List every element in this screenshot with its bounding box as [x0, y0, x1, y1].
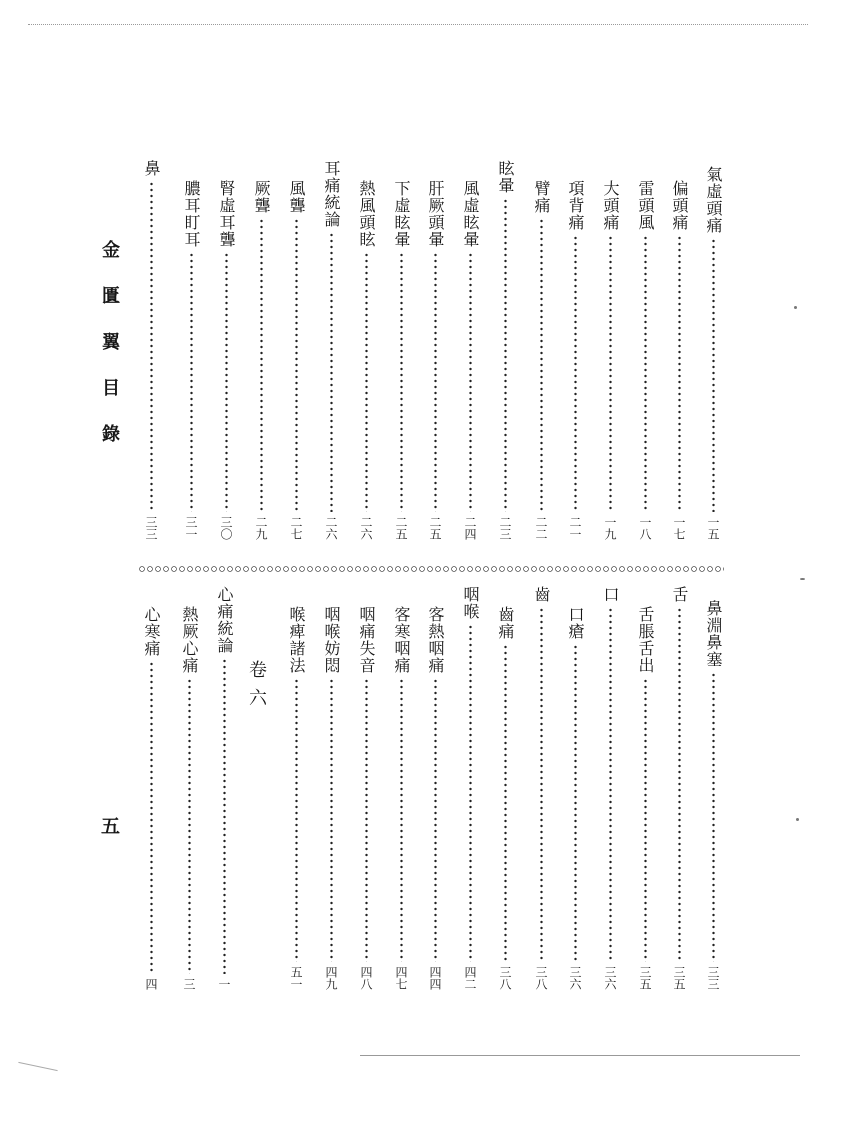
section-divider [138, 565, 724, 573]
dot-leader [574, 235, 577, 512]
toc-entry [285, 180, 307, 540]
dot-leader [644, 235, 647, 512]
entry-title: 咽喉 [461, 586, 480, 620]
dot-leader [330, 232, 333, 512]
entry-title: 喉痺諸法 [287, 606, 306, 674]
toc-entry [702, 600, 724, 990]
dot-leader [365, 678, 368, 962]
entry-page: 二九 [254, 516, 268, 540]
toc-entry [140, 160, 162, 540]
entry-page: 三八 [498, 966, 512, 990]
entry-title: 熱厥心痛 [180, 606, 199, 674]
dot-leader [678, 235, 681, 512]
running-title: 金匱翼目錄 [99, 240, 120, 470]
dot-leader [434, 678, 437, 962]
entry-page: 一九 [603, 516, 617, 540]
toc-entry [140, 606, 162, 990]
volume-heading: 卷六 [246, 660, 267, 716]
toc-entry [178, 606, 200, 990]
dot-leader [712, 672, 715, 962]
entry-page: 二一 [568, 516, 582, 540]
toc-entry [634, 606, 656, 990]
entry-page: 二五 [394, 516, 408, 540]
scan-speck [794, 306, 797, 309]
entry-page: 二五 [428, 516, 442, 540]
entry-title: 舌 [670, 586, 689, 603]
entry-title: 耳痛統論 [322, 160, 341, 228]
toc-entry [424, 606, 446, 990]
entry-title: 風聾 [287, 180, 306, 214]
entry-title: 風虛眩暈 [461, 180, 480, 248]
entry-title: 鼻 [142, 160, 161, 177]
dot-leader [150, 181, 153, 512]
entry-title: 客熱咽痛 [426, 606, 445, 674]
entry-title: 厥聾 [252, 180, 271, 214]
dot-leader [609, 607, 612, 962]
toc-entry [459, 586, 481, 990]
dot-leader [469, 624, 472, 962]
dot-leader [574, 644, 577, 962]
dot-leader [150, 661, 153, 974]
dot-leader [188, 678, 191, 974]
entry-title: 偏頭痛 [670, 180, 689, 231]
entry-title: 咽痛失音 [357, 606, 376, 674]
toc-entry [215, 180, 237, 540]
entry-title: 熱風頭眩 [357, 180, 376, 248]
dot-leader [223, 658, 226, 974]
entry-title: 鼻淵鼻塞 [704, 600, 723, 668]
dot-leader [434, 252, 437, 512]
dot-leader [365, 252, 368, 512]
toc-entry [390, 180, 412, 540]
entry-title: 氣虛頭痛 [704, 166, 723, 234]
dot-leader [678, 607, 681, 962]
dot-leader [225, 252, 228, 512]
entry-page: 三六 [568, 966, 582, 990]
toc-entry [213, 586, 235, 990]
entry-page: 五一 [289, 966, 303, 990]
entry-title: 臂痛 [532, 180, 551, 214]
toc-entry [355, 180, 377, 540]
dot-leader [504, 198, 507, 512]
dot-leader [295, 218, 298, 512]
entry-page: 四八 [359, 966, 373, 990]
entry-title: 腎虛耳聾 [217, 180, 236, 248]
entry-page: 四 [144, 978, 158, 990]
toc-entry [180, 180, 202, 540]
entry-title: 大頭痛 [601, 180, 620, 231]
entry-page: 二二 [534, 516, 548, 540]
dot-leader [504, 644, 507, 962]
entry-title: 客寒咽痛 [392, 606, 411, 674]
dot-leader [400, 252, 403, 512]
dot-leader [712, 238, 715, 512]
toc-entry [424, 180, 446, 540]
entry-page: 三三 [144, 516, 158, 540]
toc-entry [599, 586, 621, 990]
entry-title: 齒 [532, 586, 551, 603]
entry-title: 口 [601, 586, 620, 603]
entry-page: 四四 [428, 966, 442, 990]
dot-leader [400, 678, 403, 962]
toc-entry [390, 606, 412, 990]
entry-page: 二三 [498, 516, 512, 540]
toc-entry [564, 606, 586, 990]
toc-entry [494, 160, 516, 540]
entry-title: 肝厥頭暈 [426, 180, 445, 248]
toc-entry [355, 606, 377, 990]
page-folio: 五 [98, 816, 120, 835]
dot-leader [260, 218, 263, 512]
toc-entry [530, 180, 552, 540]
toc-entry [459, 180, 481, 540]
entry-page: 三三 [706, 966, 720, 990]
entry-page: 四七 [394, 966, 408, 990]
dot-leader [540, 607, 543, 962]
dot-leader [609, 235, 612, 512]
entry-page: 二四 [463, 516, 477, 540]
toc-entry [599, 180, 621, 540]
dot-leader [190, 252, 193, 512]
entry-page: 一 [217, 978, 231, 990]
toc-entry [285, 606, 307, 990]
entry-title: 項背痛 [566, 180, 585, 231]
entry-title: 眩暈 [496, 160, 515, 194]
entry-page: 三八 [534, 966, 548, 990]
entry-title: 齒痛 [496, 606, 515, 640]
dot-leader [469, 252, 472, 512]
entry-page: 三六 [603, 966, 617, 990]
dot-leader [330, 678, 333, 962]
entry-page: 三一 [184, 516, 198, 540]
entry-page: 三 [182, 978, 196, 990]
entry-page: 二六 [359, 516, 373, 540]
toc-entry [494, 606, 516, 990]
scan-noise-bottom [360, 1055, 800, 1056]
entry-page: 三〇 [219, 516, 233, 540]
toc-entry [668, 180, 690, 540]
toc-entry [530, 586, 552, 990]
dot-leader [295, 678, 298, 962]
toc-entry [634, 180, 656, 540]
entry-page: 三五 [672, 966, 686, 990]
entry-page: 一七 [672, 516, 686, 540]
entry-title: 雷頭風 [636, 180, 655, 231]
entry-title: 心寒痛 [142, 606, 161, 657]
entry-page: 四九 [324, 966, 338, 990]
scan-noise-top [28, 24, 808, 25]
toc-entry [668, 586, 690, 990]
entry-page: 二七 [289, 516, 303, 540]
dot-leader [540, 218, 543, 512]
scan-speck [796, 818, 799, 821]
entry-page: 四二 [463, 966, 477, 990]
entry-title: 下虛眩暈 [392, 180, 411, 248]
toc-entry [564, 180, 586, 540]
toc-entry [320, 606, 342, 990]
entry-page: 二六 [324, 516, 338, 540]
entry-title: 舌脹舌出 [636, 606, 655, 674]
scan-noise-corner [18, 1062, 57, 1071]
entry-title: 膿耳盯耳 [182, 180, 201, 248]
entry-page: 三五 [638, 966, 652, 990]
entry-title: 口瘡 [566, 606, 585, 640]
toc-entry [320, 160, 342, 540]
toc-entry [702, 166, 724, 540]
toc-entry [250, 180, 272, 540]
entry-title: 心痛統論 [215, 586, 234, 654]
scan-speck [800, 578, 805, 580]
entry-page: 一五 [706, 516, 720, 540]
entry-title: 咽喉妨悶 [322, 606, 341, 674]
entry-page: 一八 [638, 516, 652, 540]
dot-leader [644, 678, 647, 962]
